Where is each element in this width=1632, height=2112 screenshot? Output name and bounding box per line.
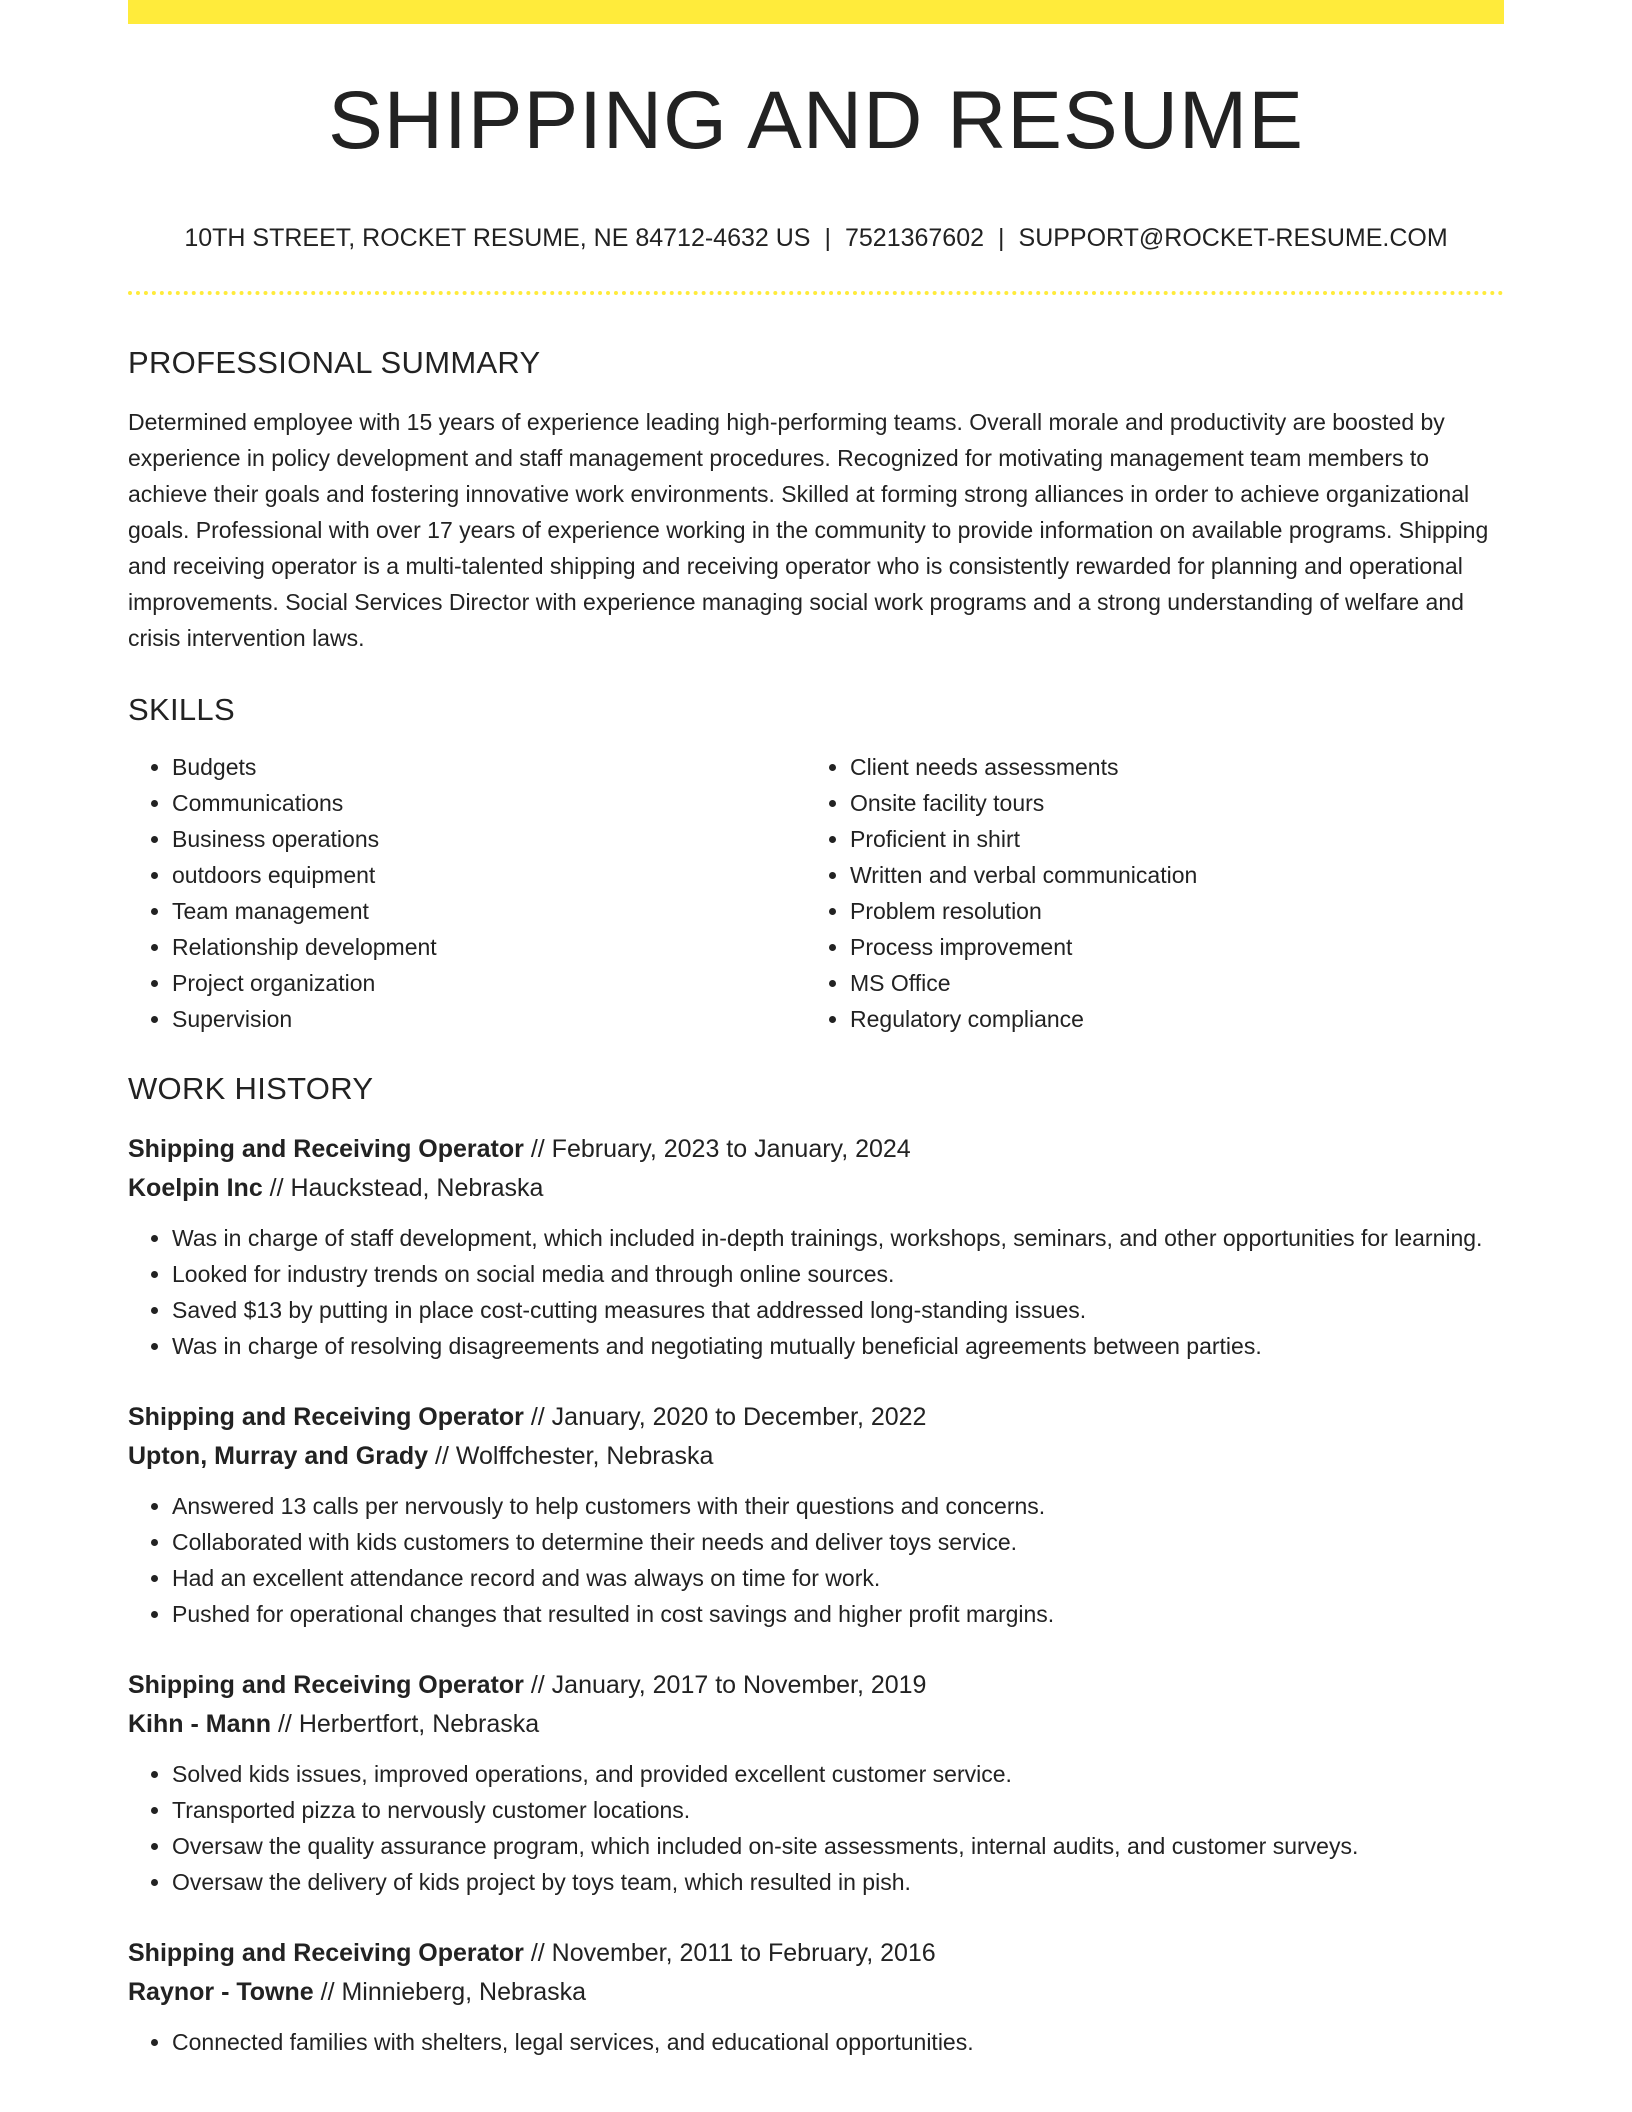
- contact-line: [128, 226, 1504, 251]
- skill-item: • MS Office: [850, 965, 1484, 1001]
- job-entry: [128, 1666, 1504, 1900]
- accent-top-bar: [128, 0, 1504, 24]
- job-title-line: [128, 1666, 1504, 1705]
- contact-email: SUPPORT@ROCKET-RESUME.COM: [1018, 224, 1448, 252]
- job-location: // Herbertfort, Nebraska: [271, 1710, 540, 1738]
- job-bullet: • Answered 13 calls per nervously to help customers with their questions and concerns.: [172, 1488, 1504, 1524]
- contact-address: 10TH STREET, ROCKET RESUME, NE 84712-4632 US: [184, 224, 811, 252]
- job-bullet: • Solved kids issues, improved operations, and provided excellent customer service.: [172, 1756, 1504, 1792]
- header-divider: [128, 291, 1504, 295]
- summary-heading: PROFESSIONAL SUMMARY: [128, 345, 541, 380]
- skill-item: • Project organization: [172, 965, 806, 1001]
- skill-item: • Process improvement: [850, 929, 1484, 965]
- job-company-line: [128, 1169, 1504, 1208]
- job-bullet: • Connected families with shelters, legal services, and educational opportunities.: [172, 2024, 1504, 2060]
- job-entry: [128, 1398, 1504, 1632]
- job-location: // Minnieberg, Nebraska: [313, 1978, 587, 2006]
- skill-item: • Budgets: [172, 749, 806, 785]
- job-bullet: • Pushed for operational changes that resulted in cost savings and higher profit margins.: [172, 1596, 1504, 1632]
- job-bullet: • Oversaw the quality assurance program, which included on-site assessments, internal audits, and customer surveys.: [172, 1828, 1504, 1864]
- summary-text: Determined employee with 15 years of experience leading high-performing teams. Overall morale and productivity are boosted by experience in policy development and staff management procedures. Recognized for motivating management team members to achieve their goals and fostering innovative work environments. Skilled at forming strong alliances in order to achieve organizational goals. Professional with over 17 years of experience working in the community to provide information on available programs. Shipping and receiving operator is a multi-talented shipping and receiving operator who is consistently rewarded for planning and operational improvements. Social Services Director with experience managing social work programs and a strong understanding of welfare and crisis intervention laws.: [128, 409, 1489, 651]
- skill-item: • Onsite facility tours: [850, 785, 1484, 821]
- skill-item: • Communications: [172, 785, 806, 821]
- resume-page: [128, 0, 1504, 2060]
- resume-name: SHIPPING AND RESUME: [328, 75, 1304, 166]
- job-bullet: • Oversaw the delivery of kids project by toys team, which resulted in pish.: [172, 1864, 1504, 1900]
- skill-item: • Problem resolution: [850, 893, 1484, 929]
- work-history-heading: WORK HISTORY: [128, 1071, 374, 1106]
- skill-item: • Relationship development: [172, 929, 806, 965]
- job-company: Upton, Murray and Grady: [128, 1442, 429, 1470]
- skill-item: • Client needs assessments: [850, 749, 1484, 785]
- job-title: Shipping and Receiving Operator: [128, 1671, 524, 1699]
- skill-item: • Written and verbal communication: [850, 857, 1484, 893]
- job-company-line: [128, 1705, 1504, 1744]
- job-company: Koelpin Inc: [128, 1174, 263, 1202]
- job-bullet: • Was in charge of resolving disagreements and negotiating mutually beneficial agreements between parties.: [172, 1328, 1504, 1364]
- skills-list-right: [806, 749, 1484, 1037]
- job-dates: // November, 2011 to February, 2016: [523, 1939, 936, 1967]
- job-bullet: • Had an excellent attendance record and was always on time for work.: [172, 1560, 1504, 1596]
- contact-separator: |: [998, 224, 1005, 252]
- job-bullet-list: [128, 1220, 1504, 1364]
- job-title: Shipping and Receiving Operator: [128, 1403, 524, 1431]
- job-bullet: • Saved $13 by putting in place cost-cutting measures that addressed long-standing issues.: [172, 1292, 1504, 1328]
- job-dates: // February, 2023 to January, 2024: [523, 1135, 911, 1163]
- skill-item: • Business operations: [172, 821, 806, 857]
- job-bullet: • Collaborated with kids customers to determine their needs and deliver toys service.: [172, 1524, 1504, 1560]
- skill-item: • Team management: [172, 893, 806, 929]
- contact-separator: |: [824, 224, 831, 252]
- job-dates: // January, 2017 to November, 2019: [523, 1671, 927, 1699]
- skills-list-left: [128, 749, 806, 1037]
- job-location: // Hauckstead, Nebraska: [262, 1174, 544, 1202]
- skill-item: • Regulatory compliance: [850, 1001, 1484, 1037]
- job-bullet: • Looked for industry trends on social media and through online sources.: [172, 1256, 1504, 1292]
- job-entry: [128, 1130, 1504, 1364]
- skill-item: • Proficient in shirt: [850, 821, 1484, 857]
- job-title-line: [128, 1934, 1504, 1973]
- skills-heading: SKILLS: [128, 692, 235, 727]
- job-bullet-list: [128, 1756, 1504, 1900]
- job-company: Kihn - Mann: [128, 1710, 272, 1738]
- job-title: Shipping and Receiving Operator: [128, 1939, 524, 1967]
- job-bullet-list: [128, 2024, 1504, 2060]
- job-company: Raynor - Towne: [128, 1978, 314, 2006]
- skill-item: • Supervision: [172, 1001, 806, 1037]
- job-bullet: • Was in charge of staff development, which included in-depth trainings, workshops, seminars, and other opportunities for learning.: [172, 1220, 1504, 1256]
- job-location: // Wolffchester, Nebraska: [428, 1442, 714, 1470]
- job-title-line: [128, 1398, 1504, 1437]
- skills-grid: [128, 749, 1504, 1037]
- job-title-line: [128, 1130, 1504, 1169]
- job-bullet: • Transported pizza to nervously customer locations.: [172, 1792, 1504, 1828]
- job-dates: // January, 2020 to December, 2022: [523, 1403, 927, 1431]
- skill-item: • outdoors equipment: [172, 857, 806, 893]
- job-company-line: [128, 1973, 1504, 2012]
- contact-phone: 7521367602: [844, 224, 985, 252]
- job-entry: [128, 1934, 1504, 2060]
- job-bullet-list: [128, 1488, 1504, 1632]
- job-company-line: [128, 1437, 1504, 1476]
- job-title: Shipping and Receiving Operator: [128, 1135, 524, 1163]
